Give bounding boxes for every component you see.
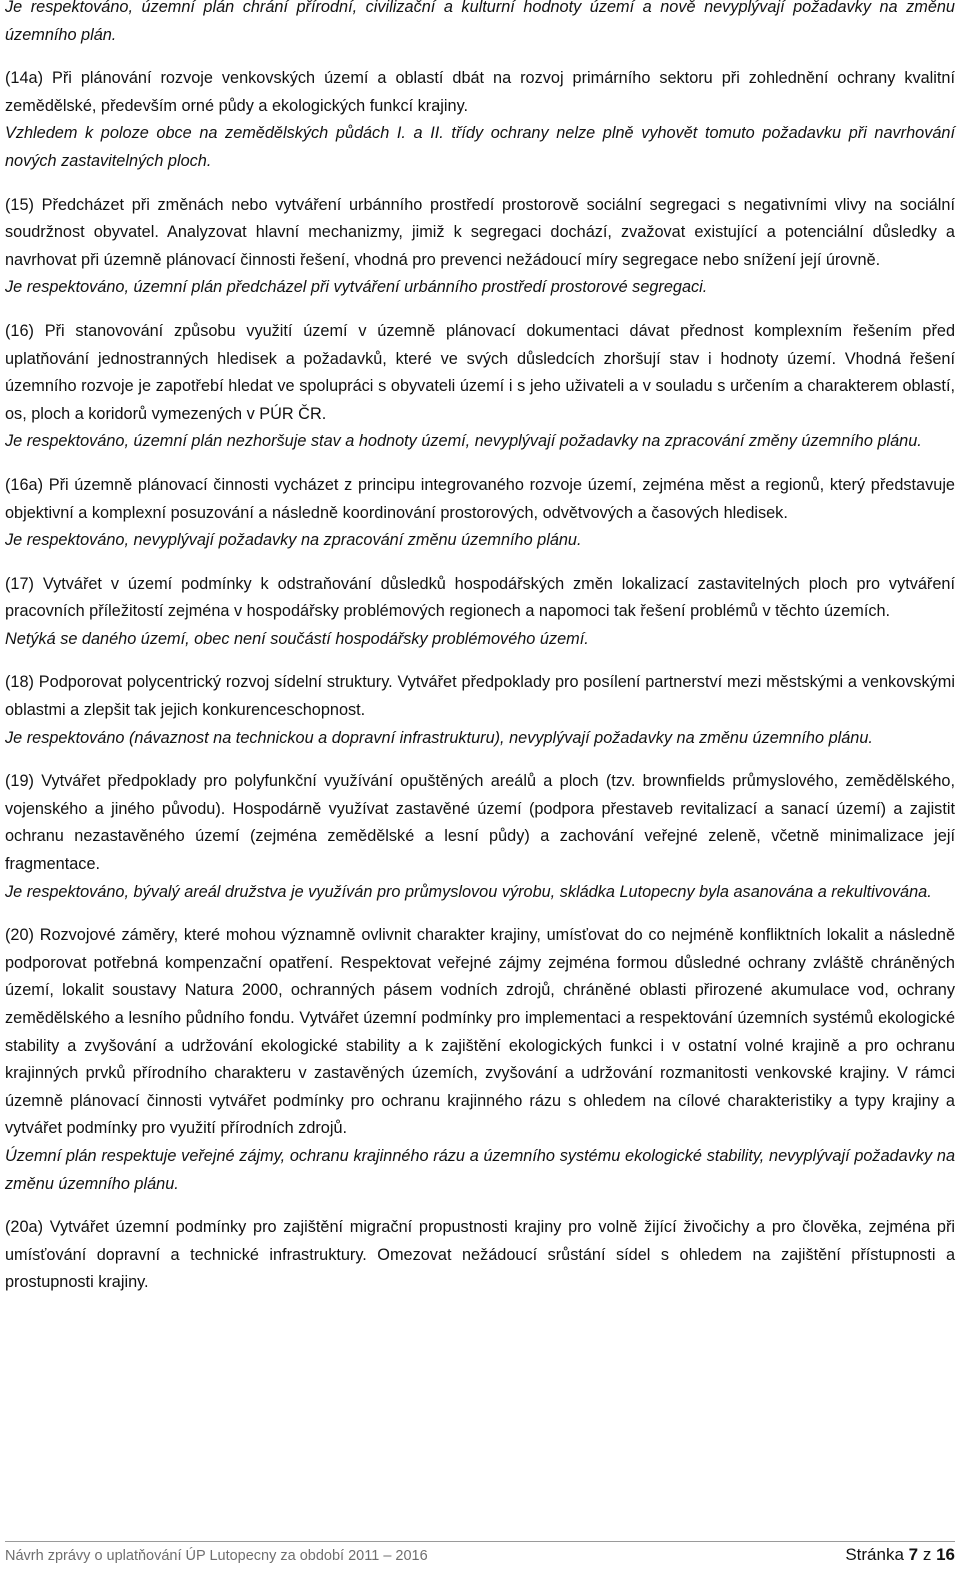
evaluation-text: Netýká se daného území, obec není součástí hospodářsky problémového území. xyxy=(5,629,589,648)
page-number xyxy=(845,1545,955,1565)
evaluation-text: Je respektováno, územní plán předcházel při vytváření urbánního prostředí prostorové segregaci. xyxy=(5,278,708,297)
policy-text: (19) Vytvářet předpoklady pro polyfunkční využívání opuštěných areálů a ploch (tzv. brownfields průmyslového, zemědělského, vojenského a jiného původu). Hospodárně využívat zastavěné území (podpora přestaveb revitalizací a sanací území) a zajistit ochranu nezastavěného území (zejména zemědělské a lesní půdy) a zachování veřejné zeleně, včetně minimalizace její fragmentace. xyxy=(5,772,955,874)
policy-text: (20) Rozvojové záměry, které mohou významně ovlivnit charakter krajiny, umísťovat do co nejméně konfliktních lokalit a následně podporovat potřebná kompenzační opatření. Respektovat veřejné zájmy zejména formou důsledné ochrany zvláště chráněných území, lokalit soustavy Natura 2000, ochranných pásem vodních zdrojů, chráněné oblasti přirozené akumulace vod, ochrany zemědělského a lesního půdního fondu. Vytvářet územní podmínky pro implementaci a respektování územních systémů ekologické stability a zvyšování a udržování ekologické stability a k zajištění ekologických funkci i v ostatní volné krajině a pro ochranu krajinných prvků přírodního charakteru v zastavěných územích, zvyšování a udržování rozmanitosti venkovské krajiny. V rámci územně plánovací činnosti vytvářet podmínky pro ochranu krajinného rázu s ohledem na cílové charakteristiky a typy krajiny a vytvářet podmínky pro využití přírodních zdrojů. xyxy=(5,926,955,1138)
policy-block-14-tail xyxy=(5,0,955,49)
evaluation-text: Je respektováno, bývalý areál družstva je využíván pro průmyslovou výrobu, skládka Lutopecny byla asanována a rekultivována. xyxy=(5,882,932,901)
policy-block-20a xyxy=(5,1214,955,1297)
policy-text: (16a) Při územně plánovací činnosti vycházet z principu integrovaného rozvoje území, zejména měst a regionů, který představuje objektivní a komplexní posuzování a následně koordinování prostorových, odvětvových a časových hledisek. xyxy=(5,475,955,522)
policy-block-14a xyxy=(5,65,955,175)
evaluation-text: Je respektováno, nevyplývají požadavky na zpracování změnu územního plánu. xyxy=(5,531,582,550)
policy-text: (18) Podporovat polycentrický rozvoj sídelní struktury. Vytvářet předpoklady pro posílení partnerství mezi městskými a venkovskými oblastmi a zlepšit tak jejich konkurenceschopnost. xyxy=(5,673,955,720)
document-body xyxy=(5,0,955,1313)
page-current: 7 xyxy=(908,1545,919,1564)
policy-text: (14a) Při plánování rozvoje venkovských území a oblastí dbát na rozvoj primárního sektoru při zohlednění ochrany kvalitní zemědělské, především orné půdy a ekologických funkcí krajiny. xyxy=(5,69,955,115)
policy-block-19 xyxy=(5,768,955,906)
policy-block-16 xyxy=(5,318,955,456)
footer-document-title: Návrh zprávy o uplatňování ÚP Lutopecny za období 2011 – 2016 xyxy=(5,1548,428,1564)
policy-block-16a xyxy=(5,472,955,555)
policy-block-20 xyxy=(5,922,955,1198)
page-of: z xyxy=(922,1545,932,1564)
evaluation-text: Je respektováno, územní plán nezhoršuje stav a hodnoty území, nevyplývají požadavky na zpracování změny územního plánu. xyxy=(5,432,922,451)
policy-text: (17) Vytvářet v území podmínky k odstraňování důsledků hospodářských změn lokalizací zastavitelných ploch pro vytváření pracovních příležitostí zejména v hospodářsky problémových regionech a napomoci tak řešení problémů v těchto územích. xyxy=(5,574,955,621)
policy-text: (16) Při stanovování způsobu využití území v územně plánovací dokumentaci dávat přednost komplexním řešením před uplatňování jednostranných hledisek a požadavků, které ve svých důsledcích zhoršují stav i hodnoty území. Vhodná řešení územního rozvoje je zapotřebí hledat ve spolupráci s obyvateli území i s jeho uživateli a v souladu s určením a charakterem oblastí, os, ploch a koridorů vymezených v PÚR ČR. xyxy=(5,321,955,423)
policy-text: (20a) Vytvářet územní podmínky pro zajištění migrační propustnosti krajiny pro volně žijící živočichy a pro člověka, zejména při umísťování dopravní a technické infrastruktury. Omezovat nežádoucí srůstání sídel s ohledem na zajištění přístupnosti a prostupnosti krajiny. xyxy=(5,1218,955,1292)
policy-block-15 xyxy=(5,192,955,302)
page-footer xyxy=(5,1541,955,1574)
policy-block-17 xyxy=(5,571,955,654)
policy-block-18 xyxy=(5,669,955,752)
page-total: 16 xyxy=(936,1545,955,1564)
policy-text: (15) Předcházet při změnách nebo vytváření urbánního prostředí prostorově sociální segregaci s negativními vlivy na sociální soudržnost obyvatel. Analyzovat hlavní mechanizmy, jimiž k segregaci dochází, zvažovat existující a potenciální důsledky a navrhovat při územně plánovací činnosti řešení, vhodná pro prevenci nežádoucí míry segregace nebo snížení její úrovně. xyxy=(5,195,955,269)
evaluation-text: Vzhledem k poloze obce na zemědělských půdách I. a II. třídy ochrany nelze plně vyhovět tomuto požadavku při navrhování nových zastavitelných ploch. xyxy=(5,124,955,170)
evaluation-text: Je respektováno, územní plán chrání přírodní, civilizační a kulturní hodnoty území a nově nevyplývají požadavky na změnu územního plán. xyxy=(5,0,955,44)
page-word: Stránka xyxy=(845,1545,904,1564)
evaluation-text: Územní plán respektuje veřejné zájmy, ochranu krajinného rázu a územního systému ekologické stability, nevyplývají požadavky na změnu územního plánu. xyxy=(5,1146,955,1193)
evaluation-text: Je respektováno (návaznost na technickou a dopravní infrastrukturu), nevyplývají požadavky na změnu územního plánu. xyxy=(5,728,873,747)
